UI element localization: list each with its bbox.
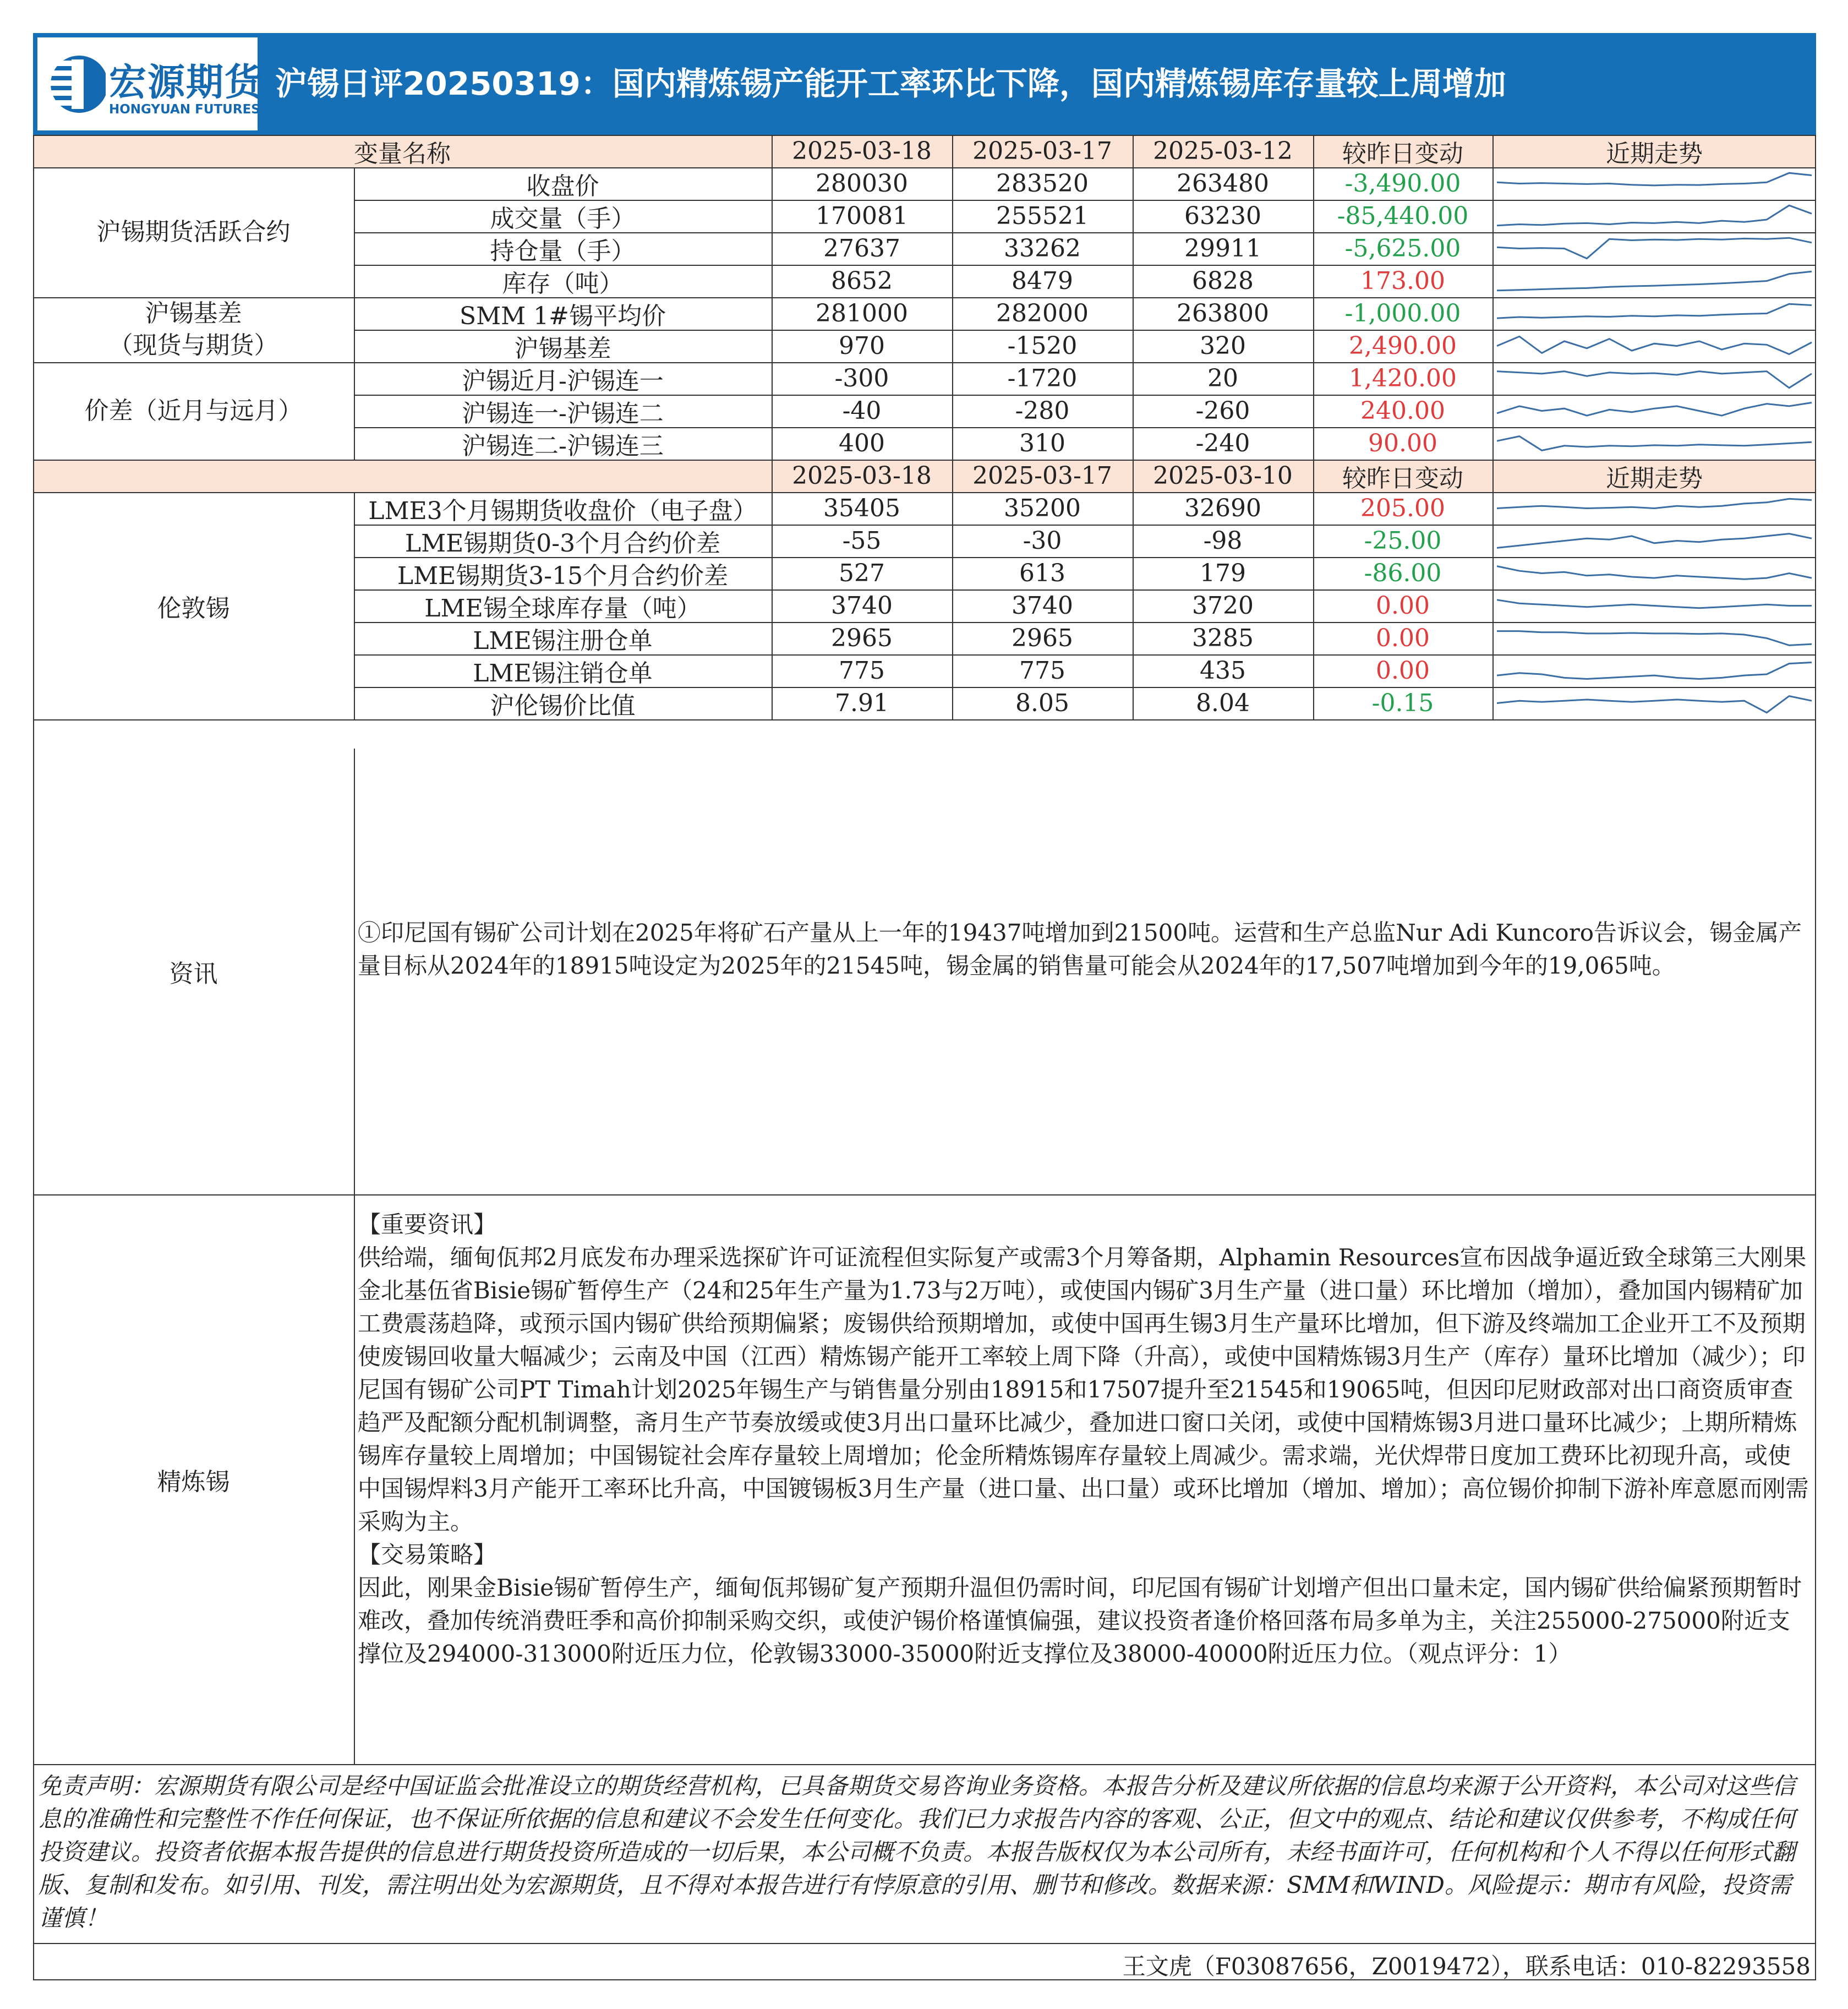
value-cell: 7.91 xyxy=(835,689,889,717)
trend-line xyxy=(1497,436,1812,451)
row-label: 持仓量（手） xyxy=(490,237,636,265)
value-cell: -1520 xyxy=(1007,332,1078,360)
col-header: 2025-03-17 xyxy=(972,462,1112,490)
change-cell: -5,625.00 xyxy=(1344,234,1461,263)
group-label: 沪锡期货活跃合约 xyxy=(96,218,291,246)
value-cell: -300 xyxy=(834,364,889,392)
report-header xyxy=(33,33,1816,135)
value-cell: 3720 xyxy=(1192,592,1254,620)
value-cell: 2965 xyxy=(831,624,893,652)
change-cell: -85,440.00 xyxy=(1337,202,1469,230)
row-label: 沪锡连一-沪锡连二 xyxy=(462,399,664,427)
value-cell: 282000 xyxy=(996,299,1089,327)
col-header: 2025-03-10 xyxy=(1153,462,1293,490)
value-cell: 3740 xyxy=(1012,592,1073,620)
strategy-heading: 【交易策略】 xyxy=(358,1541,497,1568)
trend-sparkline xyxy=(1492,167,1816,200)
change-cell: -25.00 xyxy=(1364,527,1442,555)
logo-mark-icon xyxy=(45,48,106,120)
trend-sparkline xyxy=(1492,362,1816,395)
key-news-text: 供给端，缅甸佤邦2月底发布办理采选探矿许可证流程但实际复产或需3个月筹备期，Alphamin Resources宣布因战争逼近致全球第三大刚果金北基伍省Bisie锡矿暂停生产（24和25年生产量为1.73与2万吨），或使国内锡矿3月生产量（进口量）环比增加（增加），叠加国内锡精矿加工费震荡趋降，或预示国内锡矿供给预期偏紧；废锡供给预期增加，或使中国再生锡3月生产量环比增加，但下游及终端加工企业开工不及预期使废锡回收量大幅减少；云南及中国（江西）精炼锡产能开工率较上周下降（升高），或使中国精炼锡3月生产（库存）量环比增加（减少）；印尼国有锡矿公司PT Timah计划2025年锡生产与销售量分别由18915和17507提升至21545和19065吨，但因印尼财政部对出口商资质审查趋严及配额分配机制调整，斋月生产节奏放缓或使3月出口量环比减少，叠加进口窗口关闭，或使中国精炼锡3月进口量环比减少；上期所精炼锡库存量较上周增加；中国锡锭社会库存量较上周增加；伦金所精炼锡库存量较上周减少。需求端，光伏焊带日度加工费环比初现升高，或使中国锡焊料3月产能开工率环比升高，中国镀锡板3月生产量（进口量、出口量）或环比增加（增加、增加）；高位锡价抑制下游补库意愿而刚需采购为主。 xyxy=(358,1244,1809,1535)
col-header: 较昨日变动 xyxy=(1342,464,1463,492)
trend-line xyxy=(1497,631,1812,646)
row-label: 成交量（手） xyxy=(490,204,636,232)
trend-sparkline xyxy=(1492,525,1816,557)
value-cell: 35405 xyxy=(823,494,900,522)
value-cell: -280 xyxy=(1015,397,1070,425)
company-logo xyxy=(37,37,264,130)
value-cell: -260 xyxy=(1195,397,1250,425)
trend-sparkline xyxy=(1492,297,1816,330)
trend-sparkline xyxy=(1492,395,1816,427)
grid-line xyxy=(1492,135,1494,719)
group-label: 沪锡基差 （现货与期货） xyxy=(108,299,278,359)
change-cell: 0.00 xyxy=(1376,624,1430,652)
value-cell: 613 xyxy=(1019,559,1065,587)
trend-sparkline xyxy=(1492,589,1816,622)
value-cell: 283520 xyxy=(996,170,1089,198)
row-label: LME锡期货3-15个月合约价差 xyxy=(397,561,729,589)
trend-sparkline xyxy=(1492,687,1816,719)
trend-sparkline xyxy=(1492,427,1816,460)
row-label: LME锡全球库存量（吨） xyxy=(424,594,701,622)
grid-line xyxy=(33,135,1816,136)
value-cell: 255521 xyxy=(996,202,1089,230)
row-label: SMM 1#锡平均价 xyxy=(459,302,666,330)
value-cell: -40 xyxy=(842,397,882,425)
value-cell: -55 xyxy=(842,527,882,555)
row-label: 沪锡基差 xyxy=(514,334,611,362)
trend-line xyxy=(1497,304,1812,318)
trend-sparkline xyxy=(1492,654,1816,687)
col-header: 较昨日变动 xyxy=(1342,139,1463,167)
trend-line xyxy=(1497,271,1812,290)
value-cell: 970 xyxy=(839,332,885,360)
row-label: LME3个月锡期货收盘价（电子盘） xyxy=(368,496,757,525)
trend-sparkline xyxy=(1492,330,1816,362)
value-cell: 8.04 xyxy=(1196,689,1250,717)
divider xyxy=(1815,135,1816,1980)
value-cell: 263480 xyxy=(1177,170,1269,198)
group-label: 伦敦锡 xyxy=(157,594,230,623)
change-cell: -3,490.00 xyxy=(1344,170,1461,198)
row-label: LME锡注销仓单 xyxy=(473,659,653,687)
disclaimer: 免责声明：宏源期货有限公司是经中国证监会批准设立的期货经营机构，已具备期货交易咨询业务资格。本报告分析及建议所依据的信息均来源于公开资料，本公司对这些信息的准确性和完整性不作任何保证，也不保证所依据的信息和建议不会发生任何变化。我们已力求报告内容的客观、公正，但文中的观点、结论和建议仅供参考，不构成任何投资建议。投资者依据本报告提供的信息进行期货投资所造成的一切后果，本公司概不负责。本报告版权仅为本公司所有，未经书面许可，任何机构和个人不得以任何形式翻版、复制和发布。如引用、刊发，需注明出处为宏源期货，且不得对本报告进行有悖原意的引用、删节和修改。数据来源：SMM和WIND。风险提示：期市有风险，投资需谨慎！ xyxy=(39,1772,1796,1931)
value-cell: 281000 xyxy=(816,299,908,327)
change-cell: 90.00 xyxy=(1368,429,1437,457)
trend-line xyxy=(1497,534,1812,548)
divider xyxy=(33,135,34,1980)
row-label: 库存（吨） xyxy=(502,269,624,297)
refined-tin-content xyxy=(358,1208,1811,1670)
trend-sparkline xyxy=(1492,232,1816,265)
trend-line xyxy=(1497,238,1812,258)
value-cell: -98 xyxy=(1203,527,1243,555)
value-cell: 33262 xyxy=(1004,234,1081,263)
group-label: 价差（近月与远月） xyxy=(84,396,303,425)
grid-line xyxy=(354,167,355,460)
change-cell: 0.00 xyxy=(1376,657,1430,685)
change-cell: -86.00 xyxy=(1364,559,1442,587)
report-title: 沪锡日评20250319：国内精炼锡产能开工率环比下降，国内精炼锡库存量较上周增加 xyxy=(275,65,1506,102)
grid-line xyxy=(772,135,773,719)
trend-line xyxy=(1497,336,1812,354)
trend-sparkline xyxy=(1492,622,1816,654)
change-cell: 240.00 xyxy=(1360,397,1445,425)
refined-tin-label: 精炼锡 xyxy=(157,1467,230,1496)
change-cell: -0.15 xyxy=(1371,689,1434,717)
news-label: 资讯 xyxy=(169,960,218,988)
trend-sparkline xyxy=(1492,265,1816,297)
trend-line xyxy=(1497,173,1812,185)
value-cell: 400 xyxy=(839,429,885,457)
value-cell: 3285 xyxy=(1192,624,1254,652)
change-cell: -1,000.00 xyxy=(1344,299,1461,327)
trend-line xyxy=(1497,403,1812,416)
grid-line xyxy=(1313,135,1314,719)
value-cell: 320 xyxy=(1200,332,1246,360)
value-cell: 29911 xyxy=(1184,234,1261,263)
value-cell: 6828 xyxy=(1192,267,1254,295)
change-cell: 2,490.00 xyxy=(1349,332,1457,360)
trend-line xyxy=(1497,372,1812,388)
trend-line xyxy=(1497,696,1812,713)
trend-line xyxy=(1497,499,1812,508)
col-header: 2025-03-18 xyxy=(792,462,932,490)
value-cell: 435 xyxy=(1200,657,1246,685)
value-cell: 170081 xyxy=(816,202,908,230)
col-header: 2025-03-12 xyxy=(1153,137,1293,165)
col-header-variable: 变量名称 xyxy=(354,139,451,167)
report-frame xyxy=(33,33,1816,1981)
value-cell: 775 xyxy=(839,657,885,685)
value-cell: -240 xyxy=(1195,429,1250,457)
trend-line xyxy=(1497,663,1812,679)
change-cell: 173.00 xyxy=(1360,267,1445,295)
change-cell: 1,420.00 xyxy=(1349,364,1457,392)
trend-sparkline xyxy=(1492,492,1816,525)
value-cell: 32690 xyxy=(1184,494,1261,522)
col-header: 2025-03-18 xyxy=(792,137,932,165)
trend-line xyxy=(1497,566,1812,580)
value-cell: 775 xyxy=(1019,657,1065,685)
row-label: 沪伦锡价比值 xyxy=(490,691,636,719)
value-cell: 27637 xyxy=(823,234,900,263)
trend-line xyxy=(1497,600,1812,608)
change-cell: 0.00 xyxy=(1376,592,1430,620)
value-cell: 35200 xyxy=(1004,494,1081,522)
change-cell: 205.00 xyxy=(1360,494,1445,522)
value-cell: 8.05 xyxy=(1015,689,1069,717)
logo-en-text: HONGYUAN FUTURES xyxy=(109,102,260,117)
row-label: 沪锡近月-沪锡连一 xyxy=(462,367,664,395)
news-text: ①印尼国有锡矿公司计划在2025年将矿石产量从上一年的19437吨增加到21500吨。运营和生产总监Nur Adi Kuncoro告诉议会，锡金属产量目标从2024年的18915吨设定为2025年的21545吨，锡金属的销售量可能会从2024年的17,507吨增加到今年的19,065吨。 xyxy=(358,919,1802,979)
value-cell: 63230 xyxy=(1184,202,1261,230)
value-cell: 310 xyxy=(1019,429,1065,457)
grid-line xyxy=(1133,135,1134,719)
value-cell: 2965 xyxy=(1012,624,1073,652)
value-cell: 3740 xyxy=(831,592,893,620)
divider xyxy=(33,1764,1816,1765)
value-cell: 179 xyxy=(1200,559,1246,587)
strategy-text: 因此，刚果金Bisie锡矿暂停生产，缅甸佤邦锡矿复产预期升温但仍需时间，印尼国有锡矿计划增产但出口量未定，国内锡矿供给偏紧预期暂时难改，叠加传统消费旺季和高价抑制采购交织，或使沪锡价格谨慎偏强，建议投资者逢价格回落布局多单为主，关注255000-275000附近支撑位及294000-313000附近压力位，伦敦锡33000-35000附近支撑位及38000-40000附近压力位。（观点评分：1） xyxy=(358,1574,1802,1667)
logo-cn-text: 宏源期货 xyxy=(109,61,264,105)
divider xyxy=(33,1194,1816,1195)
row-label: LME锡期货0-3个月合约价差 xyxy=(404,529,721,557)
value-cell: 263800 xyxy=(1177,299,1269,327)
value-cell: 8479 xyxy=(1012,267,1073,295)
trend-line xyxy=(1497,205,1812,226)
row-label: 收盘价 xyxy=(526,172,599,200)
value-cell: -30 xyxy=(1023,527,1062,555)
row-label: LME锡注册仓单 xyxy=(473,626,653,654)
value-cell: 8652 xyxy=(831,267,893,295)
grid-line xyxy=(33,719,1816,720)
value-cell: 527 xyxy=(839,559,885,587)
value-cell: -1720 xyxy=(1007,364,1078,392)
row-label: 沪锡连二-沪锡连三 xyxy=(462,432,664,460)
col-header: 近期走势 xyxy=(1606,139,1703,167)
key-news-heading: 【重要资讯】 xyxy=(358,1211,497,1238)
divider xyxy=(354,749,355,1764)
divider xyxy=(33,1943,1816,1944)
col-header: 2025-03-17 xyxy=(972,137,1112,165)
analyst-signature: 王文虎（F03087656，Z0019472），联系电话：010-82293558 xyxy=(1122,1953,1811,1980)
grid-line xyxy=(354,492,355,719)
col-header: 近期走势 xyxy=(1606,464,1703,492)
value-cell: 280030 xyxy=(816,170,908,198)
value-cell: 20 xyxy=(1207,364,1238,392)
trend-sparkline xyxy=(1492,200,1816,232)
trend-sparkline xyxy=(1492,557,1816,589)
grid-line xyxy=(952,135,953,719)
